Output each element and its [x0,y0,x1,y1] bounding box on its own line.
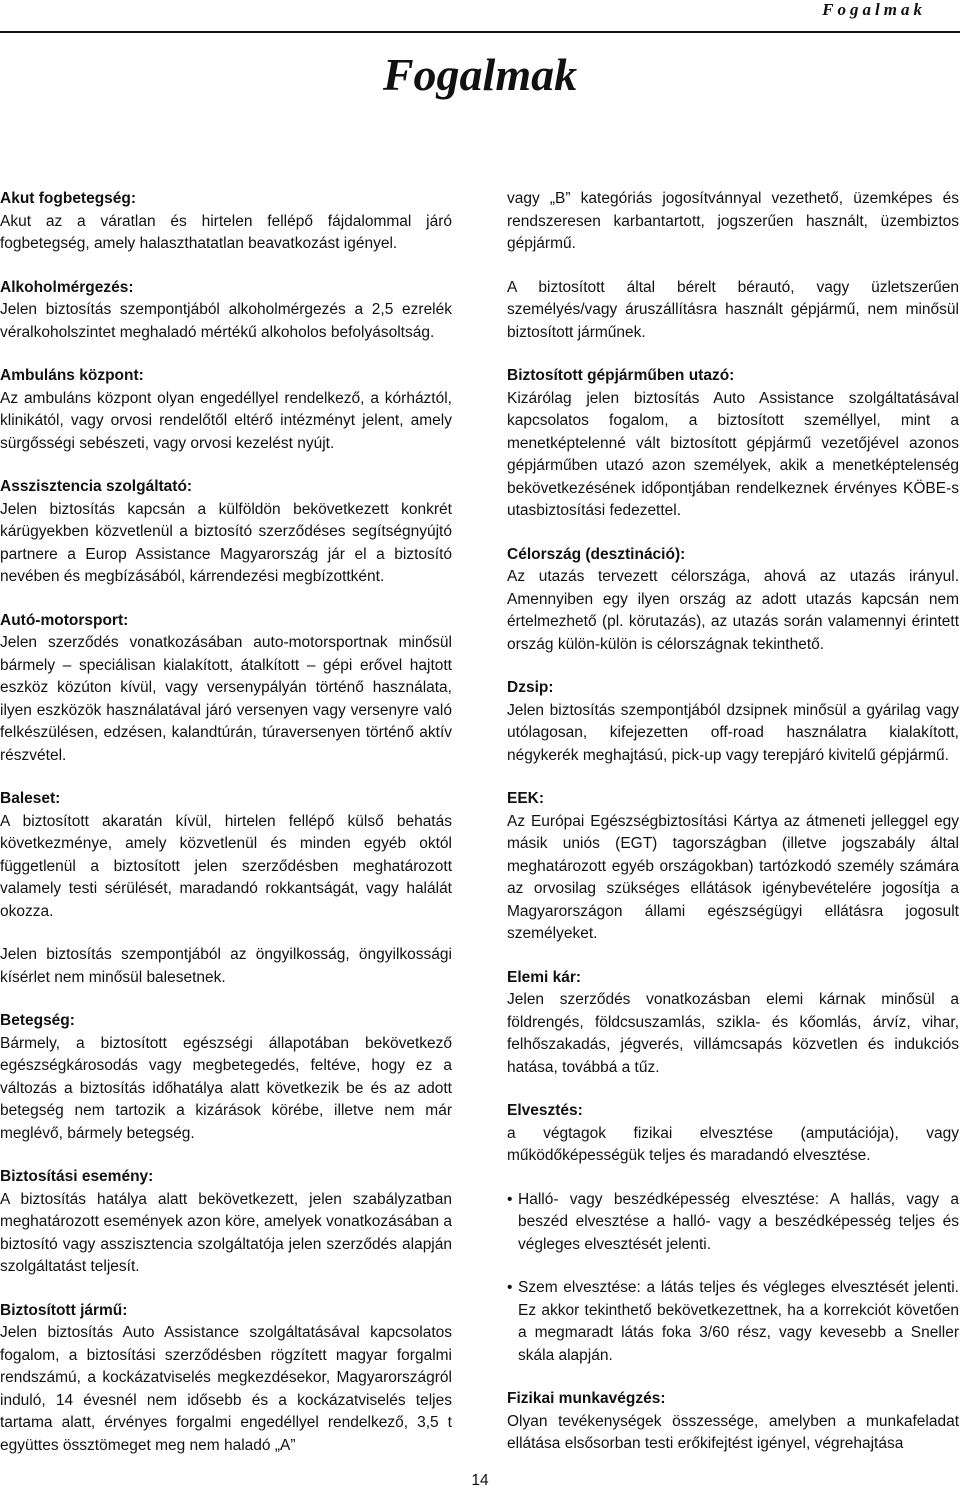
glossary-entry [0,188,452,256]
right-column [507,188,959,1477]
glossary-term: Betegség: [0,1012,75,1029]
glossary-definition: A biztosított által bérelt bérautó, vagy üzletszerűen személyés/vagy áruszállításra használt gépjármű, nem minősül biztosított járműnek. [507,278,959,341]
glossary-entry [0,476,452,589]
glossary-definition: Jelen szerződés vonatkozásban elemi kárnak minősül a földrengés, földcsuszamlás, szikla- és kőomlás, árvíz, vihar, felhőszakadás, jégverés, villámcsapás közvetlen és indukciós hatása, továbbá a tűz. [507,991,959,1076]
glossary-entry [0,365,452,455]
glossary-definition: Kizárólag jelen biztosítás Auto Assistance szolgáltatásával kapcsolatos fogalom, a biztosított személlyel, mint a menetképtelenné vált biztosított gépjármű vezetőjével azonos gépjárműben utazó azon személyek, akik a menetképtelenség bekövetkezésének időpontjában rendelkeznek érvényes KÖBE-s utasbiztosítási fedezettel. [507,389,959,519]
bullet-list [507,1189,959,1368]
glossary-entry [0,1300,452,1458]
glossary-term: Alkoholmérgezés: [0,278,134,296]
glossary-term: Dzsip: [507,679,554,696]
glossary-term: Biztosított jármű: [0,1301,128,1319]
glossary-definition: Jelen biztosítás Auto Assistance szolgáltatásával kapcsolatos fogalom, a biztosítási szerződésben rögzített magyar forgalmi rendszámú, a kockázatviselés megkezdésekor, Magyarországról induló, 14 évesnél nem idősebb és a kockázatviselés teljes tartama alatt, érvényes forgalmi engedéllyel rendelkező, 3,5 t együttes össztömeget meg nem haladó „A” [0,1324,452,1454]
glossary-term: Baleset: [0,790,61,807]
glossary-definition: Jelen szerződés vonatkozásában auto-motorsportnak minősül bármely – speciálisan kialakított, átalkított – gépi erővel hajtott eszköz közúton kívül, vagy versenypályán történő használata, ilyen eszközök használatával járó versenyen vagy versenyre való felkészülésen, edzésen, kalandtúrán, túraversenyen történő aktív részvétel. [0,634,452,764]
glossary-definition: Jelen biztosítás kapcsán a külföldön bekövetkezett konkrét kárügyekben közvetlenül a biztosító szerződéses segítségnyújtó partnere a Europ Assistance Magyarország jár el a biztosító nevében és megbízásából, kárrendezési megbízottként. [0,500,452,585]
glossary-definition: Akut az a váratlan és hirtelen fellépő fájdalommal járó fogbetegség, amely halaszthatatlan beavatkozást igényel. [0,212,452,252]
glossary-term: Elemi kár: [507,968,582,986]
glossary-entry [507,544,959,657]
glossary-term: Autó-motorsport: [0,611,129,629]
glossary-entry [507,188,959,344]
bullet-item: • Szem elvesztése: a látás teljes és végleges elvesztését jelenti. Ez akkor tekinthető bekövetkezettnek, ha a korrekciót követően a megmaradt látás foka 3/60 rész, vagy kevesebb a Sneller skála alapján. [507,1277,959,1367]
glossary-definition: A biztosított akaratán kívül, hirtelen fellépő külső behatás következménye, amely közvetlenül és minden egyéb októl függetlenül a biztosított jelen szerződésben meghatározott valamely testi sérülését, maradandó rokkantságát, vagy halálát okozza. [0,812,452,920]
glossary-entry [507,365,959,523]
glossary-definition: vagy „B” kategóriás jogosítvánnyal vezethető, üzemképes és rendszeresen karbantartott, jogszerűen használt, üzembiztos gépjármű. [507,190,959,252]
left-column [0,188,452,1478]
glossary-entry [507,967,959,1080]
glossary-term: Elvesztés: [507,1102,583,1119]
glossary-term: Asszisztencia szolgáltató: [0,478,193,495]
glossary-definition: Jelen biztosítás szempontjából az öngyilkosság, öngyilkossági kísérlet nem minősül balesetnek. [0,946,452,986]
glossary-term: Fizikai munkavégzés: [507,1390,666,1407]
glossary-entry [0,1010,452,1145]
glossary-term: Célország (desztináció): [507,545,686,563]
glossary-entry [507,1388,959,1456]
glossary-entry [507,1100,959,1367]
glossary-term: Biztosított gépjárműben utazó: [507,367,735,384]
running-title: Fogalmak [822,0,926,19]
header-rule [0,31,960,33]
glossary-entry [0,788,452,989]
glossary-definition: Jelen biztosítás szempontjából dzsipnek minősül a gyárilag vagy utólagosan, kifejezetten off-road használatra kialakított, négykerék meghajtású, pick-up vagy terepjáró kivitelű gépjármű. [507,701,959,764]
glossary-term: Biztosítási esemény: [0,1168,154,1185]
glossary-definition: Jelen biztosítás szempontjából alkoholmérgezés a 2,5 ezrelék véralkoholszintet meghaladó mértékű alkoholos befolyásoltság. [0,301,452,341]
glossary-definition: Az utazás tervezett célországa, ahová az utazás irányul. Amennyiben egy ilyen ország az adott utazás kapcsán nem értelmezhető (pl. körutazás), az utazás során valamennyi érintett ország külön-külön is célországnak tekinthető. [507,568,959,653]
glossary-definition: Az ambuláns központ olyan engedéllyel rendelkező, a kórháztól, klinikától, vagy orvosi rendelőtől eltérő intézményt jelent, amely sürgősségi sebészeti, vagy orvosi kezelést nyújt. [0,389,452,452]
page-title: Fogalmak [382,49,578,100]
bullet-item: • Halló- vagy beszédképesség elvesztése: A hallás, vagy a beszéd elvesztése a halló- vagy a beszédképesség teljes és végleges elvesztését jelenti. [507,1189,959,1257]
glossary-entry [507,788,959,946]
glossary-definition: Olyan tevékenységek összessége, amelyben a munkafeladat ellátása elsősorban testi erőkifejtést igényel, végrehajtása [507,1412,959,1452]
glossary-term: Akut fogbetegség: [0,190,137,207]
glossary-term: EEK: [507,790,545,807]
glossary-term: Ambuláns központ: [0,367,144,384]
glossary-entry [0,610,452,768]
glossary-definition: Bármely, a biztosított egészségi állapotában bekövetkező egészségkárosodás vagy megbetegedés, feltéve, hogy ez a változás a biztosítás időhatálya alatt következik be és az adott betegség nem tartozik a kizárások körébe, illetve nem már meglévő, bármely betegség. [0,1034,452,1142]
glossary-entry [0,1166,452,1279]
glossary-definition: Az Európai Egészségbiztosítási Kártya az átmeneti jelleggel egy másik uniós (EGT) tagországban (illetve jogszabály által meghatározott egyéb országokban) tartózkodó személy számára az orvosilag szükséges ellátások igénybevételére jogosítja a Magyarországon állami egészségügyi ellátásra jogosult személyeket. [507,812,959,942]
glossary-entry [0,277,452,345]
page-number: 14 [471,1472,489,1489]
glossary-entry [507,677,959,767]
glossary-definition: A biztosítás hatálya alatt bekövetkezett, jelen szabályzatban meghatározott események azon köre, amelyek vonatkozásában a biztosító vagy asszisztencia szolgáltatója jelen szerződés alapján szolgáltatást teljesít. [0,1190,452,1275]
glossary-definition: a végtagok fizikai elvesztése (amputációja), vagy működőképességük teljes és maradandó elvesztése. [507,1124,959,1164]
